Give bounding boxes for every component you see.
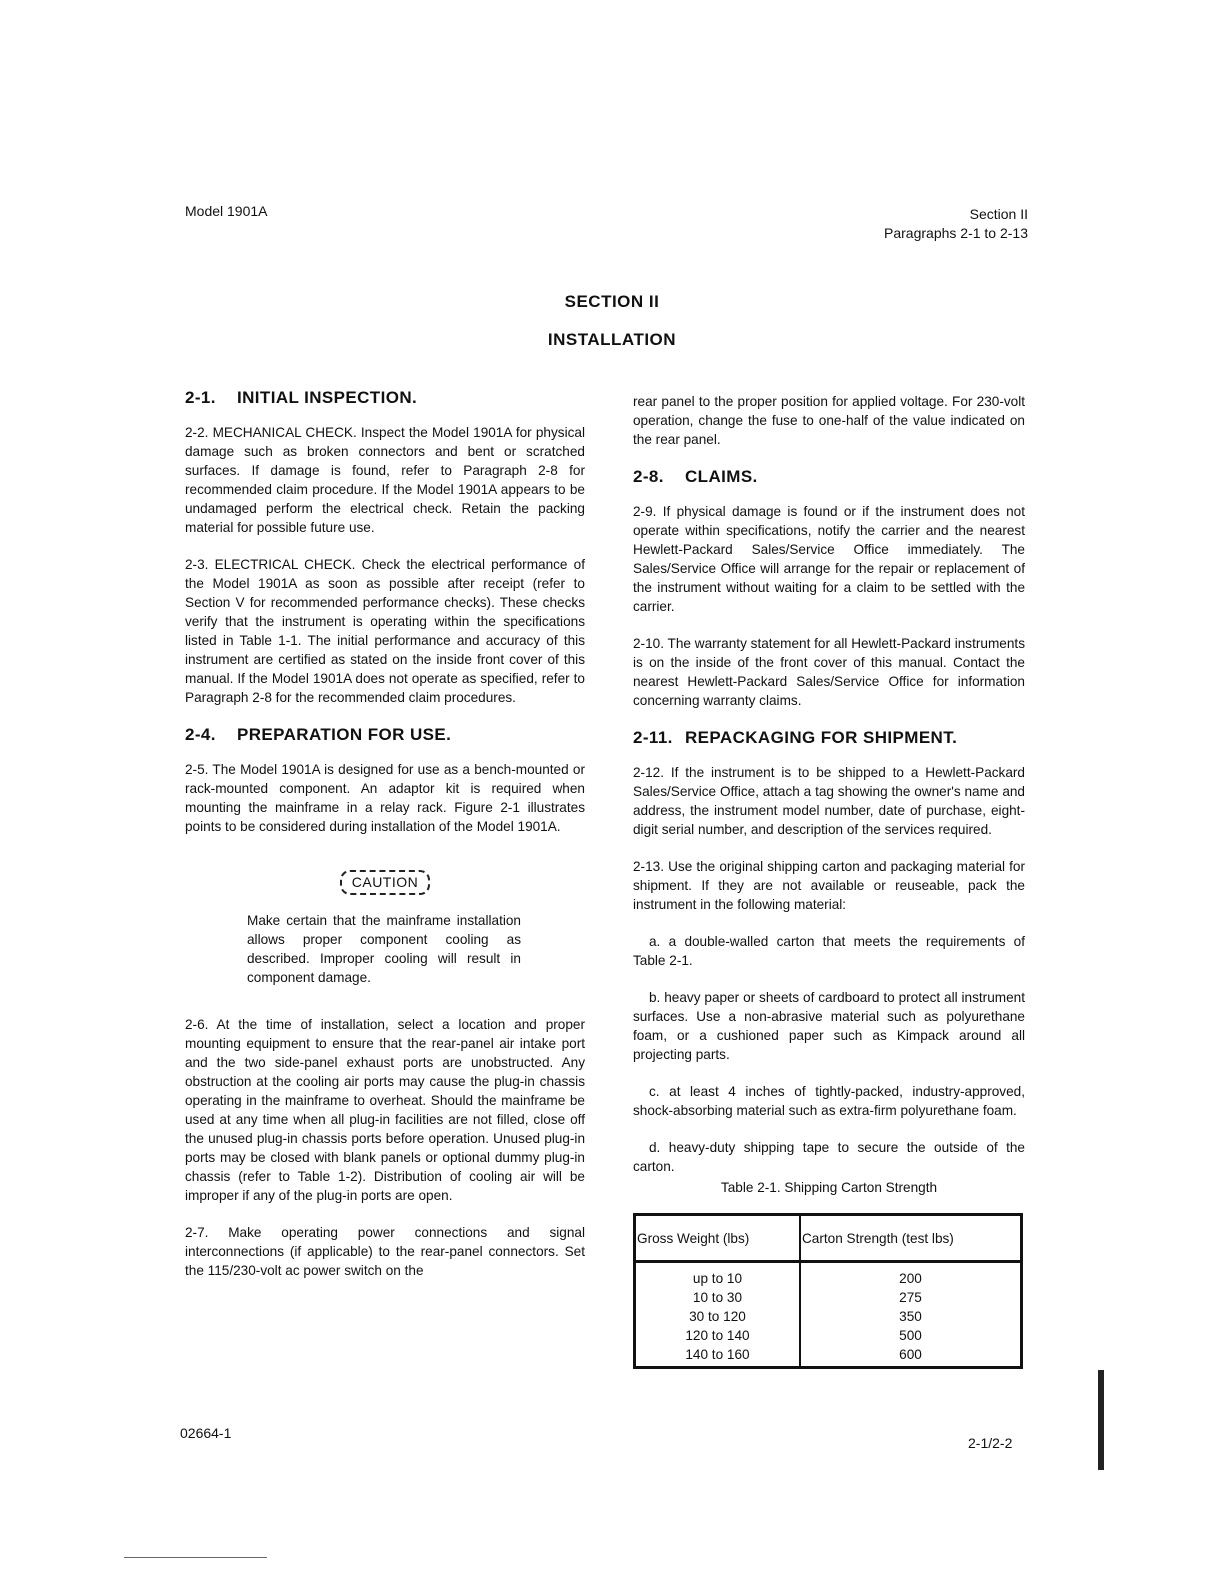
table-cell-weight: 120 to 140 (685, 1328, 750, 1343)
list-item-b: b. heavy paper or sheets of cardboard to protect all instrument surfaces. Use a non-abrasive material such as polyurethane foam, or a cushioned paper such as Kimpack around all projecting parts. (633, 990, 1025, 1062)
scan-underline-mark (124, 1557, 267, 1558)
heading-initial-inspection (185, 388, 585, 407)
paragraph-2-7: 2-7. Make operating power connections and signal interconnections (if applicable) to the rear-panel connectors. Set the 115/230-volt ac power switch on the (185, 1225, 585, 1278)
table-header-row (635, 1215, 1022, 1262)
header-section-block (780, 205, 1028, 243)
table-cell-strength: 500 (800, 1326, 1022, 1345)
table-cell-weight: up to 10 (692, 1271, 743, 1286)
caution-label: CAUTION (340, 870, 431, 895)
table-title: Table 2-1. Shipping Carton Strength (720, 1180, 938, 1195)
paragraph-2-10: 2-10. The warranty statement for all Hewlett-Packard instruments is on the inside of the front cover of this manual. Contact the nearest Hewlett-Packard Sales/Service Office for information concerning warranty claims. (633, 636, 1025, 708)
paragraph-2-2: 2-2. MECHANICAL CHECK. Inspect the Model 1901A for physical damage such as broken connectors and bent or scratched surfaces. If damage is found, refer to Paragraph 2-8 for recommended claim procedure. If the Model 1901A appears to be undamaged perform the electrical check. Retain the packing material for possible future use. (185, 425, 585, 535)
header-section: Section II (969, 206, 1028, 222)
heading-text: INITIAL INSPECTION. (237, 388, 418, 407)
heading-text: REPACKAGING FOR SHIPMENT. (685, 728, 958, 747)
section-number: SECTION II (564, 292, 660, 311)
table-header-strength: Carton Strength (test lbs) (800, 1215, 1022, 1262)
table-row (635, 1326, 1022, 1345)
table-cell-strength: 600 (800, 1345, 1022, 1368)
table-row (635, 1288, 1022, 1307)
table-row (635, 1307, 1022, 1326)
shipping-carton-table (633, 1213, 1023, 1369)
list-item-d: d. heavy-duty shipping tape to secure the outside of the carton. (633, 1140, 1025, 1174)
paragraph-2-9: 2-9. If physical damage is found or if the instrument does not operate within specifications, notify the carrier and the nearest Hewlett-Packard Sales/Service Office immediately. The Sales/Service Office will arrange for the repair or replacement of the instrument without waiting for a claim to be settled with the carrier. (633, 504, 1025, 614)
footer-doc-number: 02664-1 (180, 1425, 232, 1441)
right-column (633, 392, 1025, 1369)
header-paragraphs: Paragraphs 2-1 to 2-13 (884, 225, 1028, 241)
paragraph-2-3: 2-3. ELECTRICAL CHECK. Check the electrical performance of the Model 1901A as soon as possible after receipt (refer to Section V for recommended performance checks). These checks verify that the instrument is operating within the specifications listed in Table 1-1. The initial performance and accuracy of this instrument are certified as stated on the inside front cover of this manual. If the Model 1901A does not operate as specified, refer to Paragraph 2-8 for the recommended claim procedures. (185, 557, 585, 705)
heading-claims (633, 467, 1025, 486)
paragraph-2-5: 2-5. The Model 1901A is designed for use as a bench-mounted or rack-mounted component. An adaptor kit is required when mounting the mainframe in a relay rack. Figure 2-1 illustrates points to be considered during installation of the Model 1901A. (185, 762, 585, 834)
table-header-weight: Gross Weight (lbs) (635, 1215, 800, 1262)
footer-page-number: 2-1/2-2 (968, 1435, 1013, 1451)
table-cell-weight: 10 to 30 (692, 1290, 743, 1305)
heading-preparation-for-use (185, 725, 585, 744)
header-model: Model 1901A (185, 203, 268, 219)
list-item-c: c. at least 4 inches of tightly-packed, industry-approved, shock-absorbing material such as extra-firm polyurethane foam. (633, 1084, 1025, 1118)
paragraph-2-12: 2-12. If the instrument is to be shipped to a Hewlett-Packard Sales/Service Office, attach a tag showing the owner's name and address, the instrument model number, date of purchase, eight-digit serial number, and description of the services required. (633, 765, 1025, 837)
table-cell-weight: 140 to 160 (685, 1347, 750, 1362)
paragraph-2-13: 2-13. Use the original shipping carton and packaging material for shipment. If they are not available or reuseable, pack the instrument in the following material: (633, 859, 1025, 912)
paragraph-2-6: 2-6. At the time of installation, select a location and proper mounting equipment to ensure that the rear-panel air intake port and the two side-panel exhaust ports are unobstructed. Any obstruction at the cooling air ports may cause the plug-in chassis operating in the mainframe to overheat. Should the mainframe be used at any time when all plug-in facilities are not filled, close off the unused plug-in chassis ports before operation. Unused plug-in ports may be closed with blank panels or optional dummy plug-in chassis (refer to Table 1-2). Distribution of cooling air will be improper if any of the plug-in ports are open. (185, 1017, 585, 1203)
heading-repackaging (633, 728, 1025, 747)
table-cell-strength: 200 (800, 1262, 1022, 1289)
caution-box (185, 870, 585, 895)
table-cell-strength: 350 (800, 1307, 1022, 1326)
table-cell-weight: 30 to 120 (689, 1309, 746, 1324)
list-item-a: a. a double-walled carton that meets the requirements of Table 2-1. (633, 934, 1025, 968)
heading-text: PREPARATION FOR USE. (237, 725, 452, 744)
left-column (185, 388, 585, 1298)
section-title: INSTALLATION (547, 330, 677, 349)
table-row (635, 1262, 1022, 1289)
heading-number: 2-8. (633, 467, 664, 486)
heading-text: CLAIMS. (685, 467, 758, 486)
table-row (635, 1345, 1022, 1368)
heading-number: 2-4. (185, 725, 216, 744)
heading-number: 2-11. (633, 728, 673, 747)
caution-text: Make certain that the mainframe installation allows proper component cooling as described. Improper cooling will result in component damage. (247, 913, 521, 985)
heading-number: 2-1. (185, 388, 216, 407)
scan-edge-mark (1098, 1370, 1104, 1470)
paragraph-2-7-continued: rear panel to the proper position for applied voltage. For 230-volt operation, change the fuse to one-half of the value indicated on the rear panel. (633, 394, 1025, 447)
table-cell-strength: 275 (800, 1288, 1022, 1307)
